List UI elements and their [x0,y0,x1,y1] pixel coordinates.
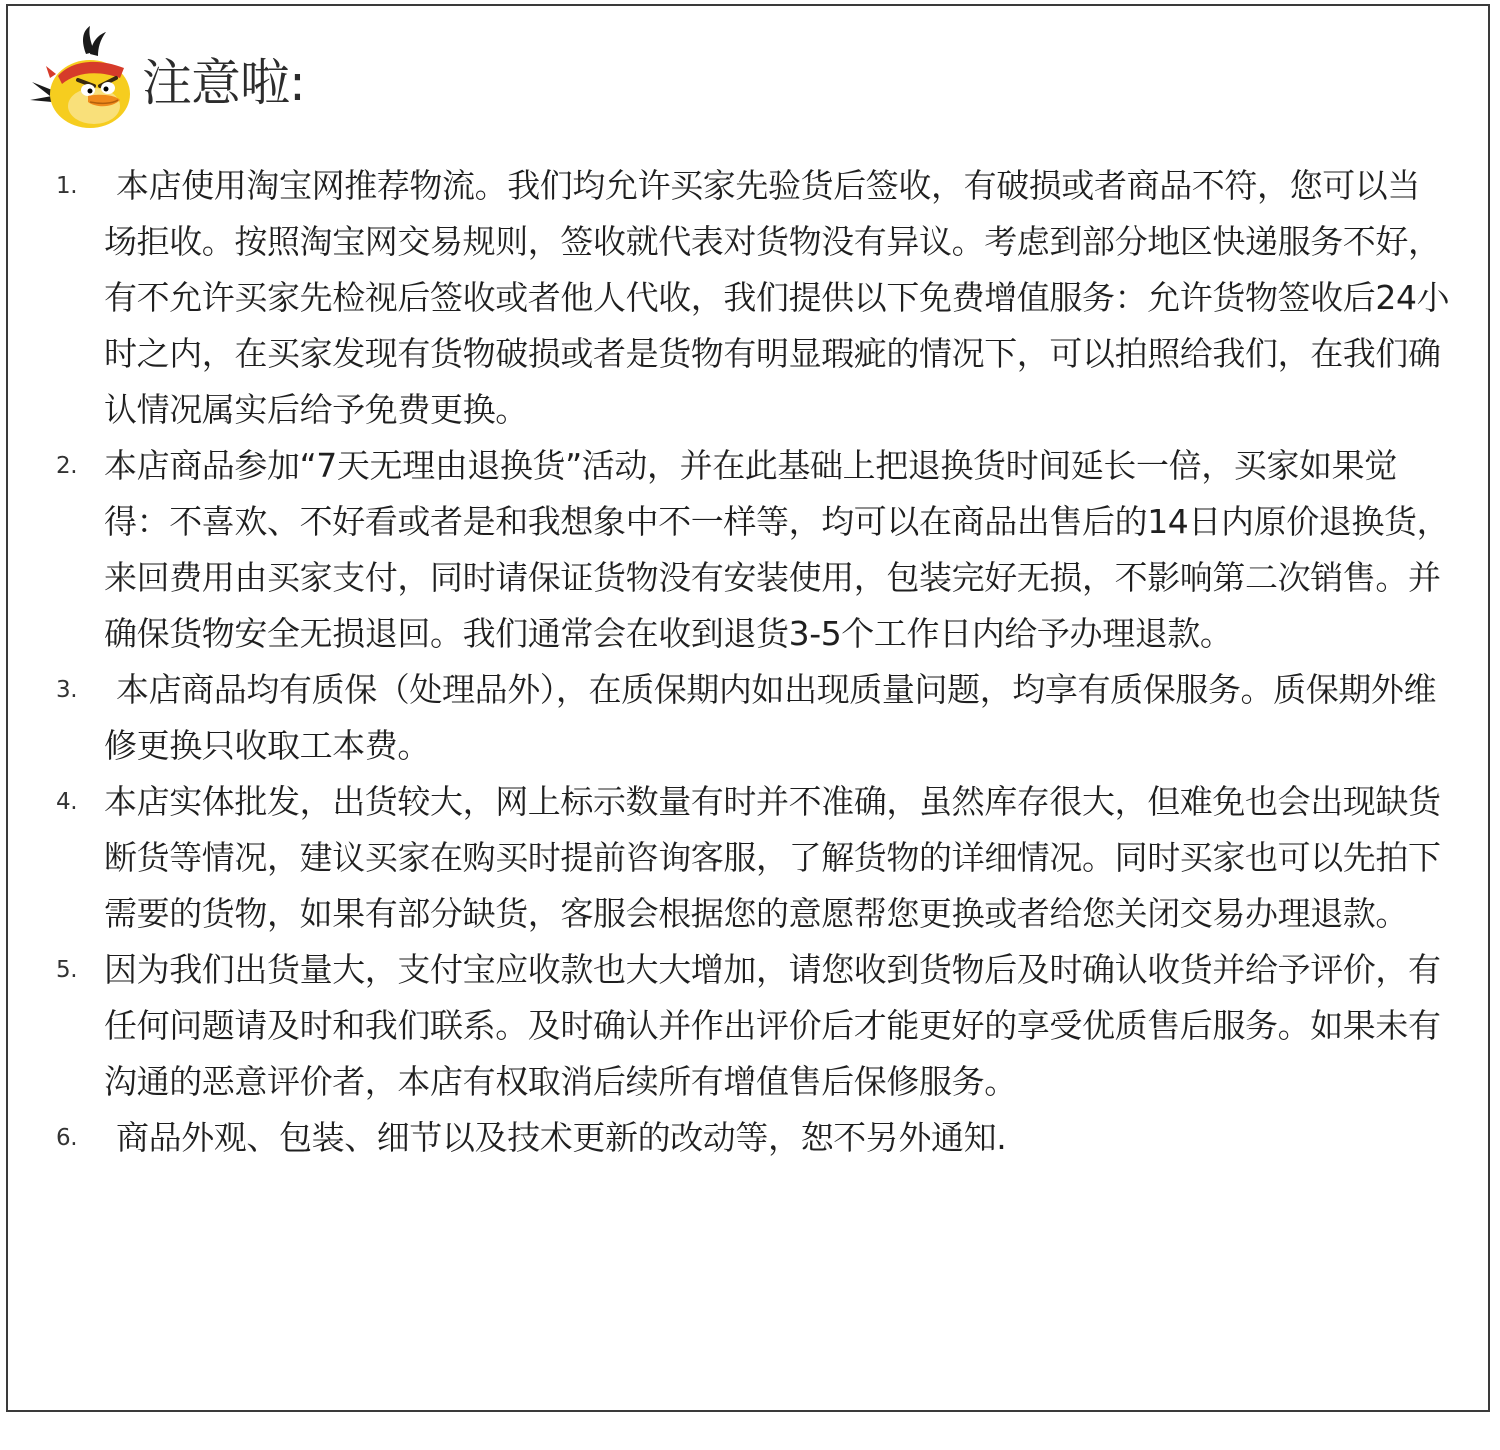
yellow-bird-icon [28,24,140,134]
notice-number: 6. [56,1125,78,1151]
notice-header [28,24,305,134]
notice-item-2 [52,438,1452,662]
notice-number: 2. [56,453,78,479]
notice-item-4 [52,774,1452,942]
notice-text: 本店商品均有质保（处理品外），在质保期内如出现质量问题，均享有质保服务。质保期外维修更换只收取工本费。 [104,670,1437,765]
notice-text: 商品外观、包装、细节以及技术更新的改动等，恕不另外通知. [116,1118,1007,1157]
notice-list [52,158,1452,1166]
notice-text: 因为我们出货量大，支付宝应收款也大大增加，请您收到货物后及时确认收货并给予评价，有任何问题请及时和我们联系。及时确认并作出评价后才能更好的享受优质售后服务。如果未有沟通的恶意评价者，本店有权取消后续所有增值售后保修服务。 [104,950,1441,1101]
notice-text: 本店实体批发，出货较大，网上标示数量有时并不准确，虽然库存很大，但难免也会出现缺货断货等情况，建议买家在购买时提前咨询客服，了解货物的详细情况。同时买家也可以先拍下需要的货物，如果有部分缺货，客服会根据您的意愿帮您更换或者给您关闭交易办理退款。 [104,782,1441,933]
notice-item-3 [52,662,1452,774]
notice-text: 本店使用淘宝网推荐物流。我们均允许买家先验货后签收，有破损或者商品不符，您可以当场拒收。按照淘宝网交易规则，签收就代表对货物没有异议。考虑到部分地区快递服务不好，有不允许买家先检视后签收或者他人代收，我们提供以下免费增值服务：允许货物签收后24小时之内，在买家发现有货物破损或者是货物有明显瑕疵的情况下，可以拍照给我们，在我们确认情况属实后给予免费更换。 [104,166,1450,429]
notice-item-1 [52,158,1452,438]
notice-item-6 [52,1110,1452,1166]
notice-number: 3. [56,677,78,703]
notice-number: 4. [56,789,78,815]
notice-text: 本店商品参加“7天无理由退换货”活动，并在此基础上把退换货时间延长一倍，买家如果觉得：不喜欢、不好看或者是和我想象中不一样等，均可以在商品出售后的14日内原价退换货，来回费用由买家支付，同时请保证货物没有安装使用，包装完好无损，不影响第二次销售。并确保货物安全无损退回。我们通常会在收到退货3-5个工作日内给予办理退款。 [104,446,1450,653]
notice-number: 1. [56,173,78,199]
notice-panel [6,4,1490,1412]
notice-item-5 [52,942,1452,1110]
notice-number: 5. [56,957,78,983]
page-title: 注意啦: [142,54,305,112]
